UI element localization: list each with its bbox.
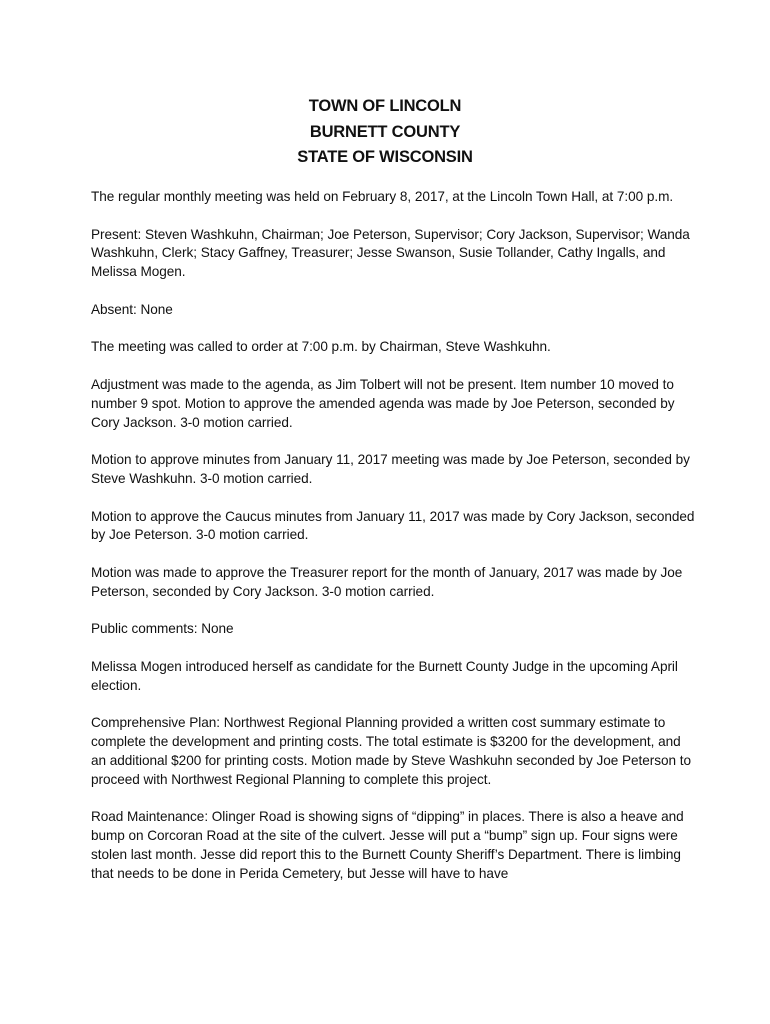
- header-county: BURNETT COUNTY: [309, 122, 461, 141]
- present-paragraph: Present: Steven Washkuhn, Chairman; Joe Peterson, Supervisor; Cory Jackson, Supervisor; Wanda Washkuhn, Clerk; Stacy Gaffney, Treasurer; Jesse Swanson, Susie Tollander, Cathy Ingalls, and Melissa Mogen.: [91, 226, 690, 280]
- minutes-body: [91, 188, 695, 902]
- absent-paragraph: Absent: None: [91, 301, 173, 317]
- header-town: TOWN OF LINCOLN: [308, 97, 462, 115]
- agenda-adjustment-paragraph: Adjustment was made to the agenda, as Jim Tolbert will not be present. Item number 10 moved to number 9 spot. Motion to approve the amended agenda was made by Joe Peterson, seconded by Cory Jackson. 3-0 motion carried.: [91, 376, 675, 430]
- road-maintenance-paragraph: Road Maintenance: Olinger Road is showing signs of “dipping” in places. There is also a heave and bump on Corcoran Road at the site of the culvert. Jesse will put a “bump” sign up. Four signs were stolen last month. Jesse did report this to the Burnett County Sheriff’s Department. There is limbing that needs to be done in Perida Cemetery, but Jesse will have to have: [91, 809, 684, 881]
- document-header: [0, 94, 770, 171]
- call-to-order-paragraph: The meeting was called to order at 7:00 p.m. by Chairman, Steve Washkuhn.: [91, 339, 551, 355]
- public-comments-paragraph: Public comments: None: [91, 621, 234, 637]
- treasurer-report-paragraph: Motion was made to approve the Treasurer report for the month of January, 2017 was made by Joe Peterson, seconded by Cory Jackson. 3-0 motion carried.: [91, 564, 683, 599]
- minutes-approval-paragraph: Motion to approve minutes from January 11, 2017 meeting was made by Joe Peterson, seconded by Steve Washkuhn. 3-0 motion carried.: [91, 452, 690, 486]
- header-state: STATE OF WISCONSIN: [297, 148, 473, 166]
- comprehensive-plan-paragraph: Comprehensive Plan: Northwest Regional Planning provided a written cost summary estimate to complete the development and printing costs. The total estimate is $3200 for the development, and an additional $200 for printing costs. Motion made by Steve Washkuhn seconded by Joe Peterson to proceed with Northwest Regional Planning to complete this project.: [91, 715, 691, 787]
- meeting-date-paragraph: The regular monthly meeting was held on February 8, 2017, at the Lincoln Town Hall, at 7:00 p.m.: [91, 189, 674, 204]
- caucus-minutes-paragraph: Motion to approve the Caucus minutes from January 11, 2017 was made by Cory Jackson, seconded by Joe Peterson. 3-0 motion carried.: [91, 508, 695, 543]
- candidate-introduction-paragraph: Melissa Mogen introduced herself as candidate for the Burnett County Judge in the upcoming April election.: [91, 658, 678, 693]
